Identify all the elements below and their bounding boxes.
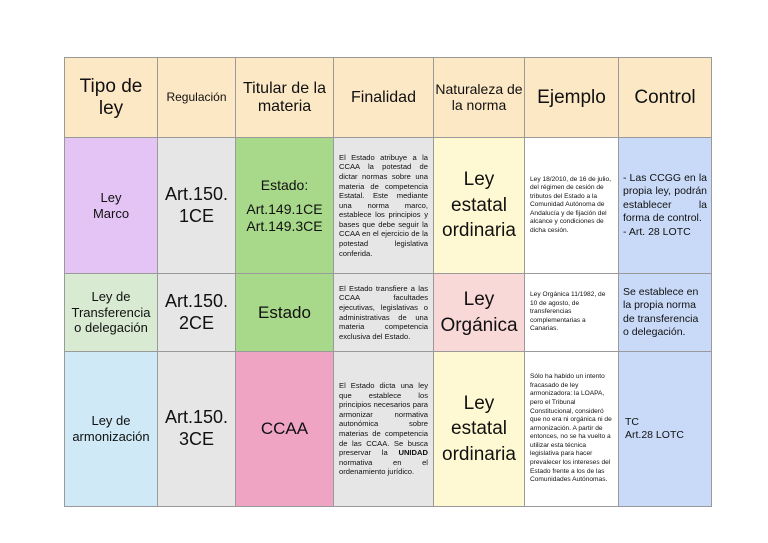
tipo-line: Ley <box>100 189 122 205</box>
finalidad-cell: El Estado transfiere a las CCAA facultades ejecutivas, legislativas o administrativas de una materia competencia exclusiva del Estado. <box>334 274 434 352</box>
tipo-line: o delegación <box>74 320 148 336</box>
ejemplo-cell: Ley 18/2010, de 16 de julio, del régimen de cesión de tributos del Estado a la Comunidad Autónoma de Andalucía y de fijación del alcance y condiciones de dicha cesión. <box>525 138 619 274</box>
row-ley-transferencia <box>65 274 712 352</box>
regulacion-line: 2CE <box>178 312 214 333</box>
row-ley-marco <box>65 138 712 274</box>
ejemplo-cell: Ley Orgánica 11/1982, de 10 de agosto, de transferencias complementarias a Canarias. <box>525 274 619 352</box>
naturaleza-cell <box>434 274 525 352</box>
control-cell: Se establece en la propia norma de transferencia o delegación. <box>619 274 712 352</box>
naturaleza-line: estatal <box>451 194 507 216</box>
naturaleza-line: estatal <box>451 418 507 440</box>
tipo-cell <box>65 352 158 507</box>
naturaleza-line: Ley <box>463 169 495 191</box>
naturaleza-cell <box>434 352 525 507</box>
tipo-cell <box>65 138 158 274</box>
tipo-cell <box>65 274 158 352</box>
regulacion-cell <box>158 352 236 507</box>
finalidad-emphasis: UNIDAD <box>398 448 428 458</box>
titular-line: Art.149.1CE <box>246 201 323 218</box>
control-line: - Art. 28 LOTC <box>623 225 691 238</box>
naturaleza-line: ordinaria <box>442 443 516 465</box>
regulacion-line: Art.150. <box>164 183 229 204</box>
naturaleza-line: Ley <box>463 392 495 414</box>
naturaleza-line: Orgánica <box>440 314 518 336</box>
naturaleza-line: Ley <box>463 288 495 310</box>
control-cell <box>619 138 712 274</box>
regulacion-line: 3CE <box>178 429 214 449</box>
header-titular: Titular de la materia <box>236 58 334 138</box>
finalidad-text: El Estado dicta una ley que establece los principios necesarios para armonizar normativa autonómica sobre materias de competencia de las CCAA. Se busca preservar la <box>339 381 428 458</box>
regulacion-cell <box>158 138 236 274</box>
row-ley-armonizacion <box>65 352 712 507</box>
finalidad-text: normativa en el ordenamiento jurídico. <box>339 457 428 477</box>
titular-cell: CCAA <box>236 352 334 507</box>
titular-line: Estado: <box>260 177 309 194</box>
tipo-line: Marco <box>92 205 130 221</box>
naturaleza-line: ordinaria <box>442 220 516 242</box>
regulacion-line: Art.150. <box>164 407 229 428</box>
header-regulacion: Regulación <box>158 58 236 138</box>
tipo-line: Transferencia <box>71 304 151 320</box>
tipo-line: Ley de <box>91 289 131 305</box>
regulacion-line: 1CE <box>178 205 214 226</box>
titular-line: Art.149.3CE <box>246 217 323 234</box>
tipo-line: armonización <box>72 429 150 444</box>
header-tipo: Tipo de ley <box>65 58 158 138</box>
regulacion-cell <box>158 274 236 352</box>
regulacion-line: Art.150. <box>164 290 229 311</box>
header-ejemplo: Ejemplo <box>525 58 619 138</box>
control-cell <box>619 352 712 507</box>
header-control: Control <box>619 58 712 138</box>
control-line: - Las CCGG en la propia ley, podrán establecer la forma de control. <box>623 171 707 225</box>
header-finalidad: Finalidad <box>334 58 434 138</box>
ejemplo-cell: Sólo ha habido un intento fracasado de ley armonizadora: la LOAPA, pero el Tribunal Constitucional, consideró que no era ni orgánica ni de armonización. A partir de entonces, no se ha vuelto a utilizar esta técnica legislativa para hacer prevalecer los intereses del Estado frente a los de las Comunidades Autónomas. <box>525 352 619 507</box>
law-types-table <box>64 57 712 507</box>
finalidad-cell: El Estado atribuye a la CCAA la potestad de dictar normas sobre una materia de competencia Estatal. Este mediante una norma marco, establece los principios y bases que debe seguir la CCAA en el ejercicio de la potestad legislativa conferida. <box>334 138 434 274</box>
titular-cell <box>236 138 334 274</box>
naturaleza-cell <box>434 138 525 274</box>
header-naturaleza: Naturaleza de la norma <box>434 58 525 138</box>
control-line: Art.28 LOTC <box>625 429 684 441</box>
control-line: TC <box>625 415 639 428</box>
header-row <box>65 58 712 138</box>
titular-cell: Estado <box>236 274 334 352</box>
tipo-line: Ley de <box>91 413 131 429</box>
finalidad-cell <box>334 352 434 507</box>
